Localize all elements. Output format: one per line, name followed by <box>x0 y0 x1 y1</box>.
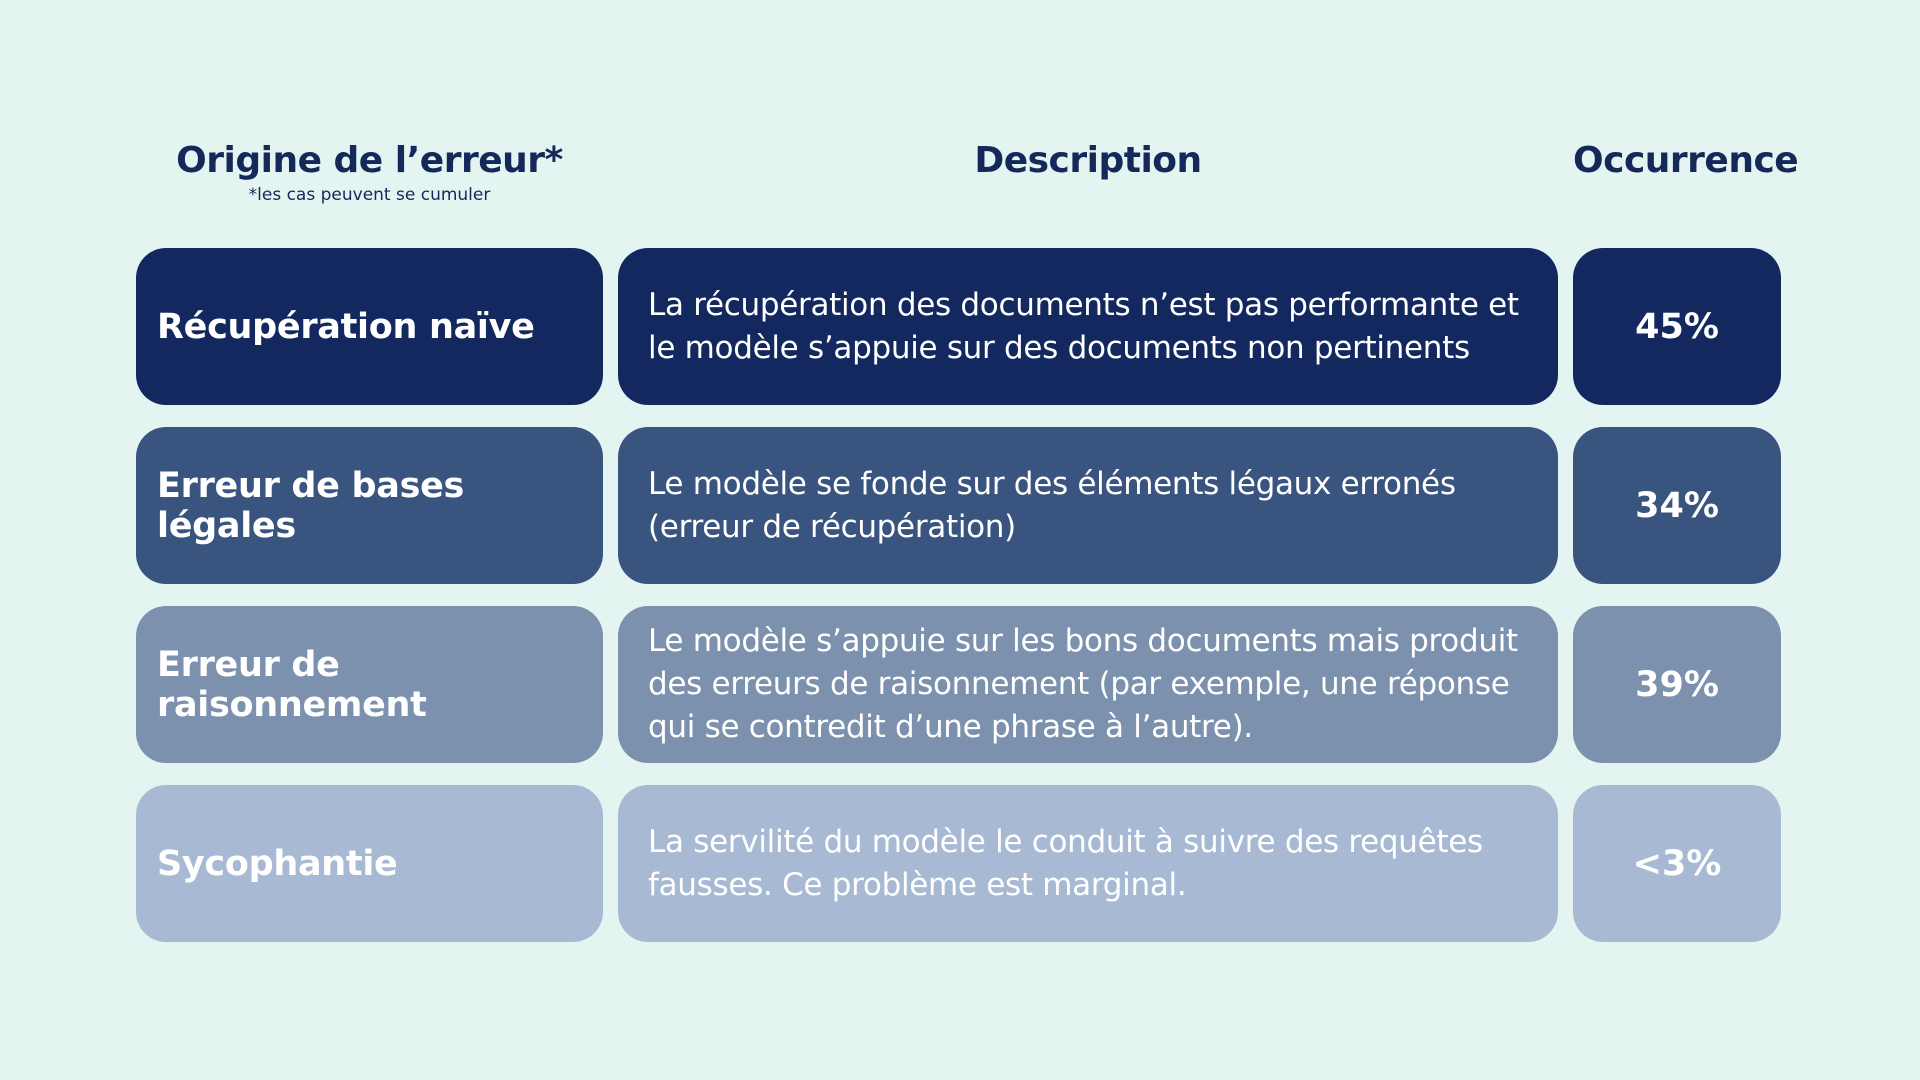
error-description-cell: Le modèle se fonde sur des éléments légaux erronés (erreur de récupération) <box>618 427 1558 584</box>
column-header-description: Description <box>974 140 1202 181</box>
error-occurrence-cell: 34% <box>1573 427 1781 584</box>
error-description-cell: La servilité du modèle le conduit à suivre des requêtes fausses. Ce problème est marginal. <box>618 785 1558 942</box>
error-origin-cell: Erreur de bases légales <box>136 427 603 584</box>
error-origin-cell: Sycophantie <box>136 785 603 942</box>
error-origin-cell: Récupération naïve <box>136 248 603 405</box>
error-description-cell: Le modèle s’appuie sur les bons documents mais produit des erreurs de raisonnement (par exemple, une réponse qui se contredit d’une phrase à l’autre). <box>618 606 1558 763</box>
error-occurrence-cell: 45% <box>1573 248 1781 405</box>
origin-header-note: *les cas peuvent se cumuler <box>248 185 491 205</box>
column-header-occurrence: Occurrence <box>1573 140 1799 181</box>
error-description-cell: La récupération des documents n’est pas performante et le modèle s’appuie sur des documents non pertinents <box>618 248 1558 405</box>
error-occurrence-cell: 39% <box>1573 606 1781 763</box>
error-origin-cell: Erreur de raisonnement <box>136 606 603 763</box>
origin-header-label: Origine de l’erreur* <box>176 140 563 181</box>
error-occurrence-cell: <3% <box>1573 785 1781 942</box>
column-header-origin <box>136 140 603 205</box>
